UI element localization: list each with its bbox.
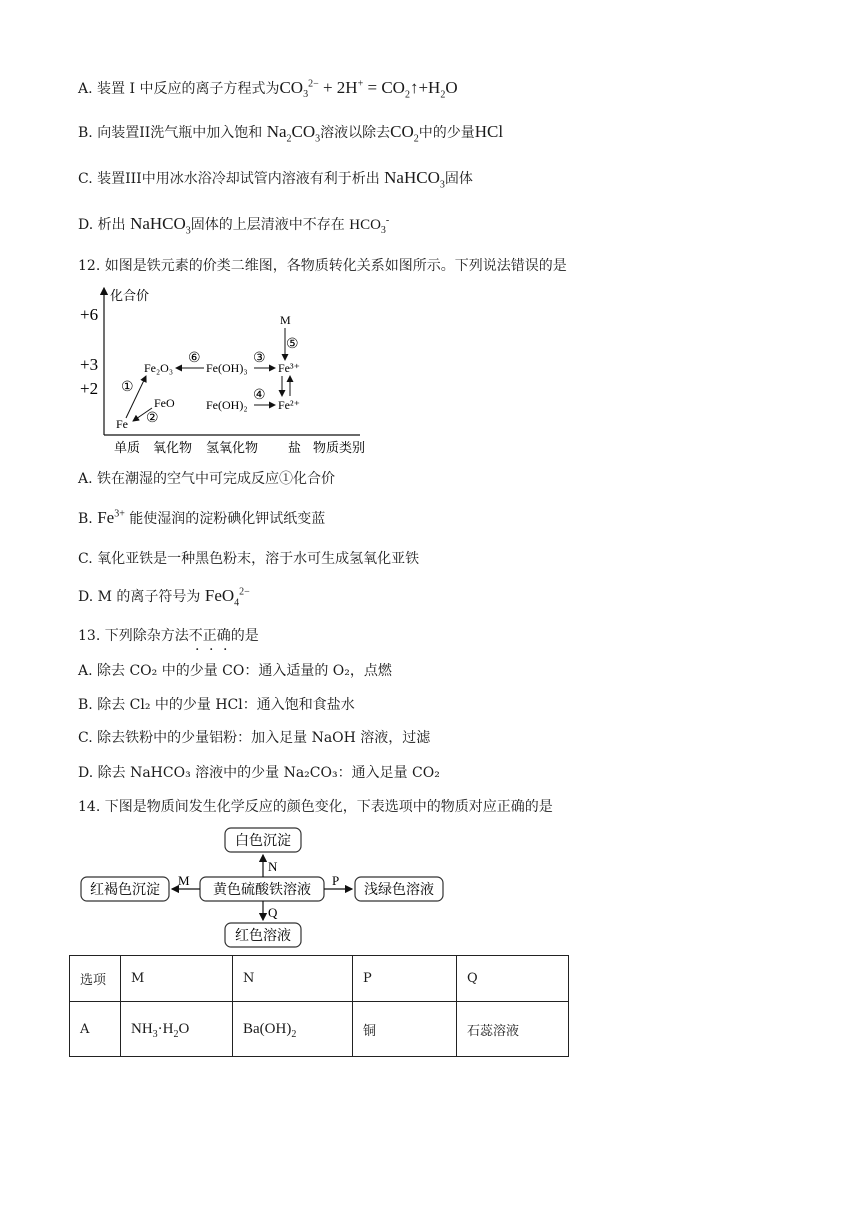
q12-option-a: A. 铁在潮湿的空气中可完成反应①化合价 — [78, 471, 336, 487]
table-header-cell: P — [353, 956, 457, 1002]
table-cell-m: $NH_3\cdot H_2O$ — [121, 1002, 233, 1057]
table-header-cell: M — [121, 956, 233, 1002]
table-cell-n: $Ba(OH)_2$ — [233, 1002, 353, 1057]
q13-stem: 13. 下列除杂方法不正确的是 — [78, 628, 259, 644]
q12-option-d: D. M 的离子符号为 FeO$_4^{2-}$ — [78, 586, 250, 609]
q11-option-b: B. 向装置II洗气瓶中加入饱和 $Na_2CO_3$溶液以除去$CO_2$中的少量HCl — [78, 122, 504, 145]
q13-option-b: B. 除去 Cl₂ 中的少量 HCl：通入饱和食盐水 — [78, 697, 355, 713]
q13-option-d: D. 除去 NaHCO₃ 溶液中的少量 Na₂CO₃：通入足量 CO₂ — [78, 765, 440, 781]
arrow-n-label: N — [268, 859, 278, 874]
iron-valence-diagram — [70, 282, 380, 457]
table-header-row — [70, 956, 569, 1002]
species-feoh3: Fe(OH)₃ — [206, 361, 248, 375]
arrow-q-label: Q — [268, 905, 278, 920]
box-white-precipitate-label: 白色沉淀 — [235, 833, 291, 849]
table-row — [70, 1002, 569, 1057]
q12-option-c: C. 氧化亚铁是一种黑色粉末，溶于水可生成氢氧化亚铁 — [78, 551, 420, 567]
y-axis-label: 化合价 — [110, 289, 150, 304]
step-label-3: ③ — [253, 351, 266, 366]
x-cat-oxide: 氧化物 — [153, 441, 193, 456]
emphasis-char: 正 — [202, 628, 217, 644]
q11-option-c: C. 装置III中用冰水浴冷却试管内溶液有利于析出 NaHCO$_3$固体 — [78, 168, 473, 191]
table-cell-option: A — [70, 1002, 121, 1057]
step-label-1: ① — [121, 380, 134, 395]
q14-options-table — [69, 955, 569, 1057]
table-header-cell: Q — [457, 956, 569, 1002]
arrow-p-label: P — [332, 873, 340, 888]
q11-option-a: A. 装置 I 中反应的离子方程式为$CO_3^{2-} + 2H^+$ = $CO_2↑+H_2O$ — [78, 78, 458, 101]
y-tick-2: +2 — [80, 379, 99, 398]
x-cat-salt: 盐 — [288, 441, 302, 456]
table-cell-q: 石蕊溶液 — [457, 1002, 569, 1057]
step-label-4: ④ — [253, 388, 266, 403]
species-fe2: Fe²⁺ — [278, 398, 300, 412]
q11-option-d: D. 析出 NaHCO$_3$固体的上层清液中不存在 $HCO_3^-$ — [78, 214, 390, 237]
q14-stem: 14. 下图是物质间发生化学反应的颜色变化，下表选项中的物质对应正确的是 — [78, 799, 553, 815]
step-label-2: ② — [146, 411, 159, 426]
step-label-5: ⑤ — [286, 337, 299, 352]
q13-option-c: C. 除去铁粉中的少量铝粉：加入足量 NaOH 溶液，过滤 — [78, 730, 431, 746]
step-label-6: ⑥ — [188, 351, 201, 366]
y-tick-6: +6 — [80, 305, 99, 324]
box-red-solution-label: 红色溶液 — [235, 928, 291, 944]
x-cat-hydroxide: 氢氧化物 — [206, 441, 259, 456]
arrow-m-label: M — [178, 873, 190, 888]
species-feo: FeO — [154, 396, 175, 410]
table-header-cell: N — [233, 956, 353, 1002]
table-cell-p: 铜 — [353, 1002, 457, 1057]
species-fe: Fe — [116, 417, 128, 431]
box-light-green-solution-label: 浅绿色溶液 — [364, 882, 434, 898]
species-m: M — [280, 313, 291, 327]
emphasis-char: 确 — [216, 628, 231, 644]
table-header-cell: 选项 — [70, 956, 121, 1002]
emphasis-char: 不 — [188, 628, 203, 644]
q12-option-b: B. $Fe^{3+}$ 能使湿润的淀粉碘化钾试纸变蓝 — [78, 508, 326, 527]
species-fe2o3: Fe₂O₃ — [144, 361, 174, 375]
box-red-brown-precipitate-label: 红褐色沉淀 — [90, 882, 160, 898]
y-tick-3: +3 — [80, 355, 99, 374]
color-change-diagram — [76, 826, 452, 950]
x-axis-label: 物质类别 — [313, 441, 366, 456]
x-cat-elemental: 单质 — [114, 441, 141, 456]
q13-option-a: A. 除去 CO₂ 中的少量 CO：通入适量的 O₂，点燃 — [78, 663, 392, 679]
species-fe3: Fe³⁺ — [278, 361, 300, 375]
species-feoh2: Fe(OH)₂ — [206, 398, 248, 412]
q12-stem: 12. 如图是铁元素的价类二维图，各物质转化关系如图所示。下列说法错误的是 — [78, 258, 567, 274]
box-ferric-sulfate-label: 黄色硫酸铁溶液 — [213, 882, 311, 898]
